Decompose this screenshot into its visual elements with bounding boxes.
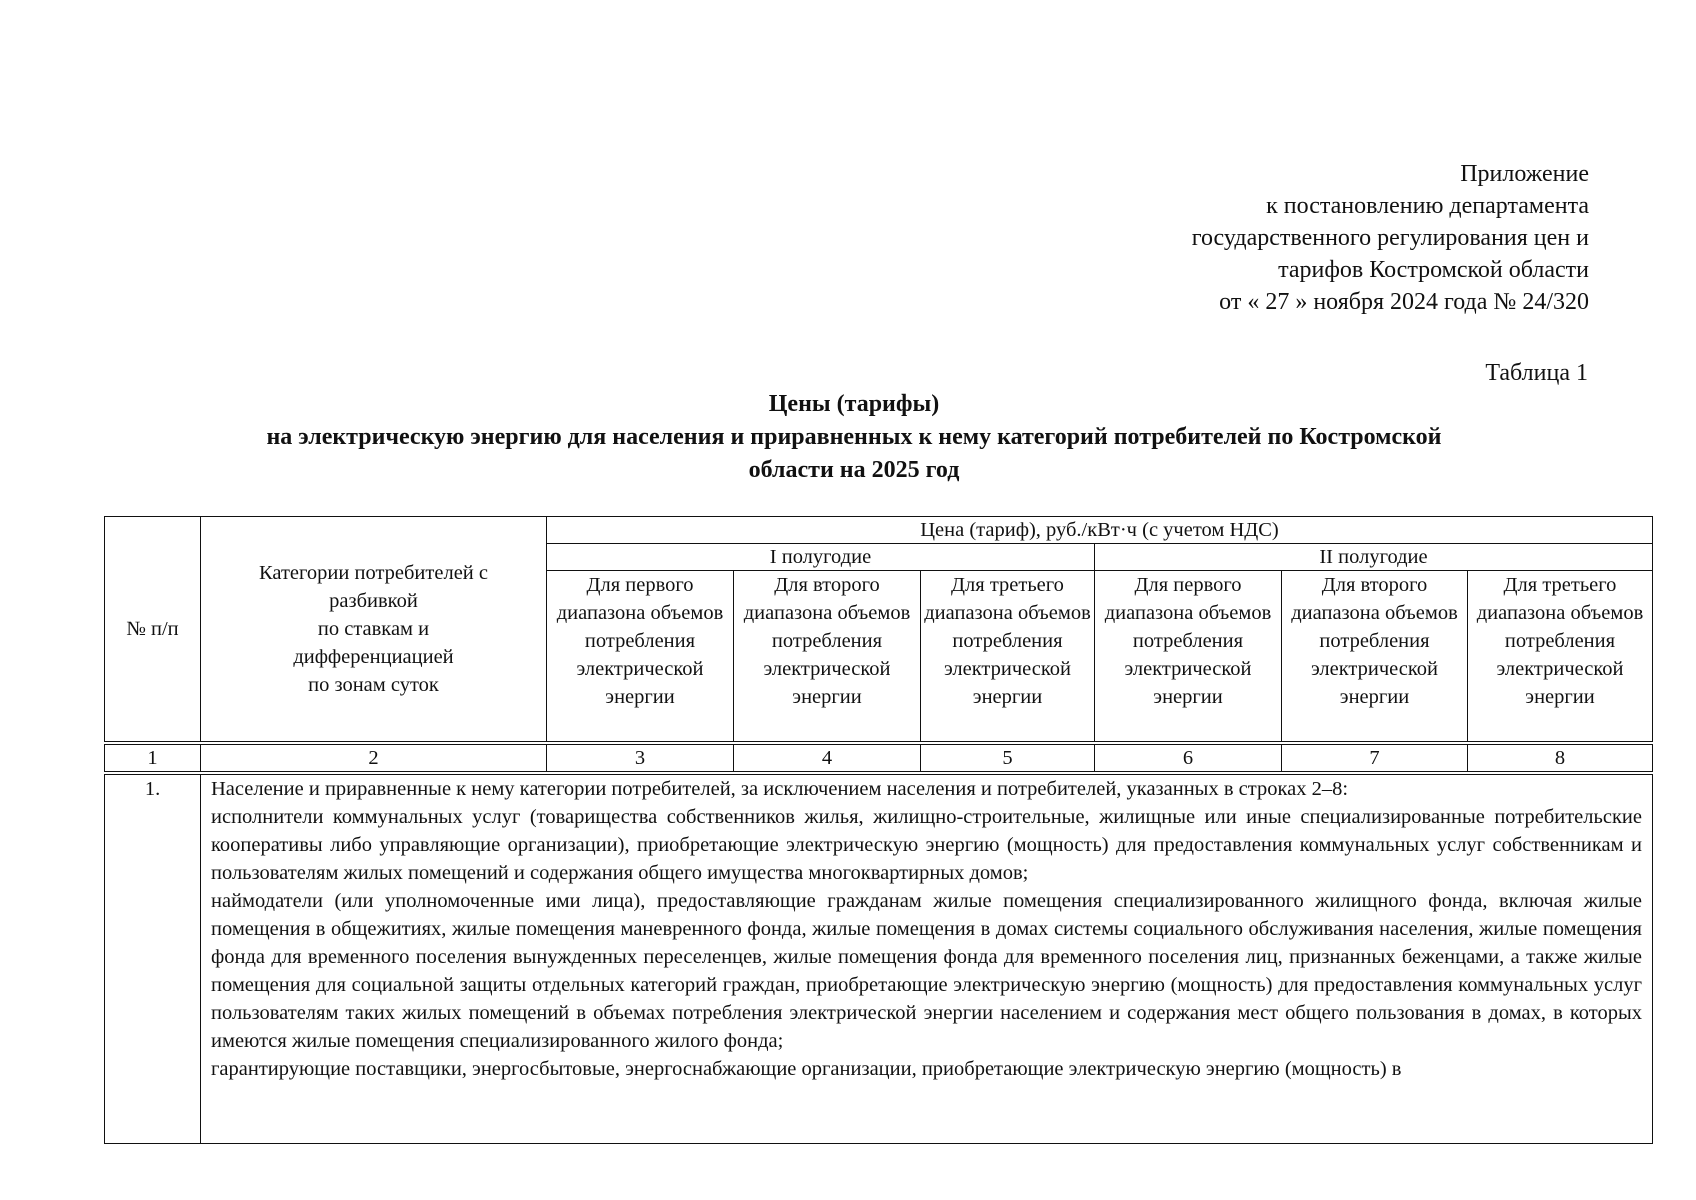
appendix-line-5: от « 27 » ноября 2024 года № 24/320	[1219, 289, 1589, 315]
appendix-line-1: Приложение	[1460, 161, 1589, 187]
row-description	[201, 773, 1653, 1144]
header-h1-third-range: Для третьего диапазона объемов потребления электрической энергии	[921, 571, 1095, 744]
column-number: 4	[734, 743, 921, 773]
appendix-line-2: к постановлению департамента	[1266, 193, 1589, 219]
column-number: 5	[921, 743, 1095, 773]
header-h2-first-range: Для первого диапазона объемов потребления электрической энергии	[1095, 571, 1282, 744]
header-category-line: разбивкой	[329, 590, 418, 612]
title-line-2: на электрическую энергию для населения и приравненных к нему категорий потребителей по Костромской	[266, 424, 1442, 450]
row-paragraph: наймодатели (или уполномоченные ими лица), предоставляющие гражданам жилые помещения специализированного жилищного фонда, включая жилые помещения в общежитиях, жилые помещения маневренного фонда, жилые помещения в домах системы социального обслуживания населения, жилые помещения фонда для временного поселения вынужденных переселенцев, жилые помещения фонда для временного поселения лиц, признанных беженцами, а также жилые помещения для социальной защиты отдельных категорий граждан, приобретающие электрическую энергию (мощность) для предоставления коммунальных услуг пользователям таких жилых помещений в объемах потребления электрической энергии населением и содержания мест общего пользования в домах, в которых имеются жилые помещения специализированного жилого фонда;	[211, 890, 1642, 1052]
column-number: 8	[1468, 743, 1653, 773]
header-h2-second-range: Для второго диапазона объемов потребления электрической энергии	[1282, 571, 1468, 744]
row-paragraph: гарантирующие поставщики, энергосбытовые, энергоснабжающие организации, приобретающие электрическую энергию (мощность) в	[211, 1058, 1402, 1080]
header-h1-first-range: Для первого диапазона объемов потребления электрической энергии	[547, 571, 734, 744]
title-line-1: Цены (тарифы)	[768, 391, 940, 417]
table-label: Таблица 1	[1485, 360, 1588, 386]
column-number: 3	[547, 743, 734, 773]
column-number-row	[105, 743, 1653, 773]
header-category-line: Категории потребителей с	[259, 562, 488, 584]
header-h2-third-range: Для третьего диапазона объемов потребления электрической энергии	[1468, 571, 1653, 744]
column-number: 1	[105, 743, 201, 773]
row-paragraph: исполнители коммунальных услуг (товарищества собственников жилья, жилищно-строительные, жилищные или иные специализированные потребительские кооперативы либо управляющие организации), приобретающие электрическую энергию (мощность) для предоставления коммунальных услуг собственникам и пользователям жилых помещений и содержания общего имущества многоквартирных домов;	[211, 806, 1642, 884]
header-category-line: по зонам суток	[308, 674, 439, 696]
header-half-2: II полугодие	[1095, 544, 1653, 571]
appendix-line-4: тарифов Костромской области	[1278, 257, 1589, 283]
header-price: Цена (тариф), руб./кВт·ч (с учетом НДС)	[547, 517, 1653, 544]
header-category	[201, 517, 547, 744]
appendix-line-3: государственного регулирования цен и	[1191, 225, 1589, 251]
title-line-3: области на 2025 год	[748, 457, 960, 483]
column-number: 6	[1095, 743, 1282, 773]
column-number: 2	[201, 743, 547, 773]
header-category-line: дифференциацией	[293, 646, 454, 668]
column-number: 7	[1282, 743, 1468, 773]
document-title	[104, 388, 1604, 487]
table-row	[105, 773, 1653, 1144]
tariff-table	[104, 516, 1653, 1144]
header-num: № п/п	[105, 517, 201, 744]
row-number: 1.	[105, 773, 201, 1144]
row-paragraph: Население и приравненные к нему категории потребителей, за исключением населения и потребителей, указанных в строках 2–8:	[211, 778, 1349, 800]
appendix-header	[1192, 158, 1589, 318]
header-category-line: по ставкам и	[317, 618, 430, 640]
header-half-1: I полугодие	[547, 544, 1095, 571]
header-h1-second-range: Для второго диапазона объемов потребления электрической энергии	[734, 571, 921, 744]
row-description-body	[211, 775, 1642, 1143]
